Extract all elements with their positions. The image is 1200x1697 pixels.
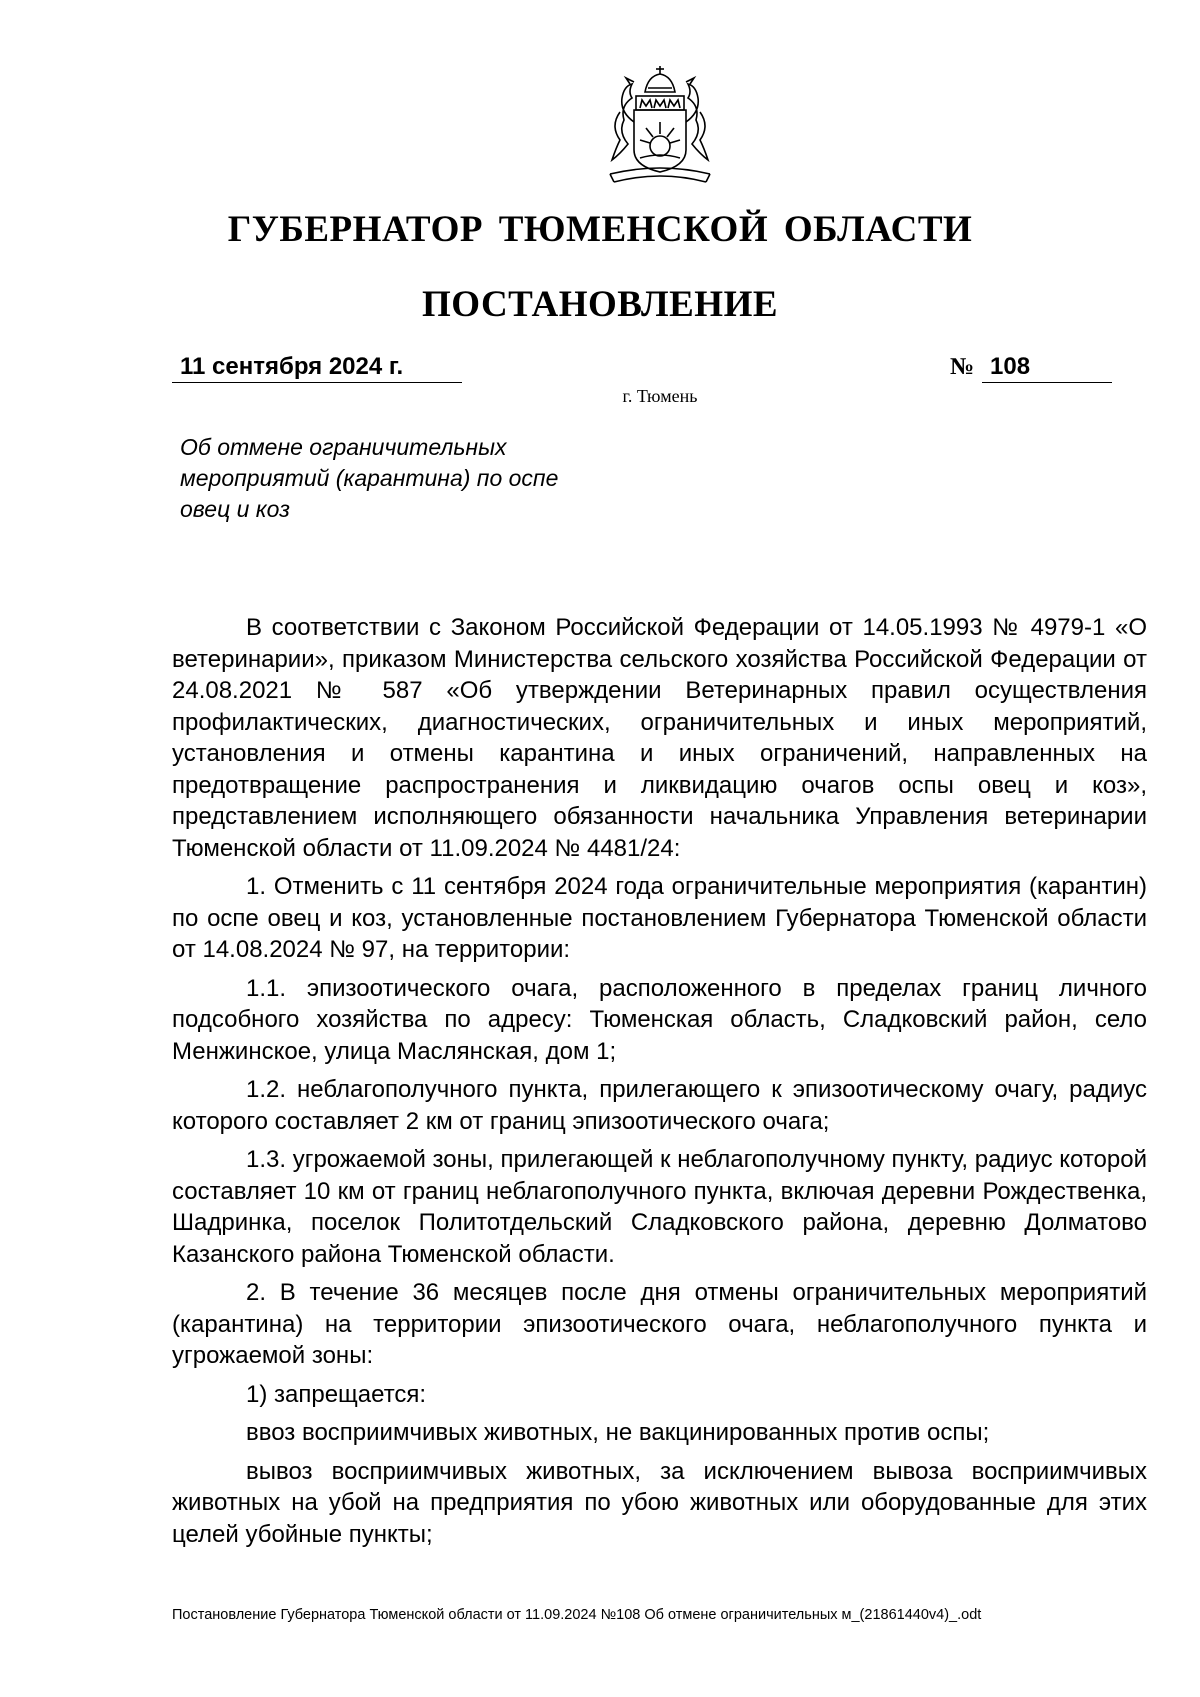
document-body	[172, 612, 1147, 1557]
subject-line: овец и коз	[180, 496, 290, 522]
document-date: 11 сентября 2024 г.	[172, 352, 462, 383]
document-type: ПОСТАНОВЛЕНИЕ	[421, 284, 779, 325]
number-sign: №	[950, 354, 975, 380]
paragraph: В соответствии с Законом Российской Федерации от 14.05.1993 № 4979-1 «О ветеринарии», приказом Министерства сельского хозяйства Российской Федерации от 24.08.2021 № 587 «Об утверждении Ветеринарных правил осуществления профилактических, диагностических, ограничительных и иных мероприятий, установления и отмены карантина и иных ограничений, направленных на предотвращение распространения и ликвидацию очагов оспы овец и коз», представлением исполняющего обязанности начальника Управления ветеринарии Тюменской области от 11.09.2024 № 4481/24:	[172, 614, 1147, 862]
subject-line: мероприятий (карантина) по оспе	[180, 465, 559, 491]
paragraph: 1) запрещается:	[246, 1380, 427, 1408]
paragraph: 1.1. эпизоотического очага, расположенного в пределах границ личного подсобного хозяйства по адресу: Тюменская область, Сладковский район, село Менжинское, улица Маслянская, дом 1;	[172, 974, 1147, 1065]
document-city: г. Тюмень	[622, 386, 698, 406]
paragraph: 1. Отменить с 11 сентября 2024 года ограничительные мероприятия (карантин) по оспе овец и коз, установленные постановлением Губернатора Тюменской области от 14.08.2024 № 97, на территории:	[172, 873, 1147, 963]
document-number: 108	[982, 352, 1112, 383]
paragraph: 2. В течение 36 месяцев после дня отмены ограничительных мероприятий (карантина) на территории эпизоотического очага, неблагополучного пункта и угрожаемой зоны:	[172, 1279, 1147, 1369]
paragraph: 1.2. неблагополучного пункта, прилегающего к эпизоотическому очагу, радиус которого составляет 2 км от границ эпизоотического очага;	[172, 1076, 1147, 1135]
paragraph: 1.3. угрожаемой зоны, прилегающей к неблагополучному пункту, радиус которой составляет 10 км от границ неблагополучного пункта, включая деревни Рождественка, Шадринка, поселок Политотдельский Сладковского района, деревню Долматово Казанского района Тюменской области.	[172, 1146, 1147, 1268]
org-title: ГУБЕРНАТОР ТЮМЕНСКОЙ ОБЛАСТИ	[227, 209, 973, 250]
document-subject	[180, 432, 630, 525]
page-footer: Постановление Губернатора Тюменской области от 11.09.2024 №108 Об отмене ограничительных м_(21861440v4)_.odt	[172, 1607, 982, 1623]
coat-of-arms-icon	[590, 62, 730, 192]
paragraph: вывоз восприимчивых животных, за исключением вывоза восприимчивых животных на убой на предприятия по убою животных или оборудованные для этих целей убойные пункты;	[172, 1457, 1147, 1548]
paragraph: ввоз восприимчивых животных, не вакцинированных против оспы;	[246, 1419, 990, 1446]
subject-line: Об отмене ограничительных	[180, 434, 507, 460]
